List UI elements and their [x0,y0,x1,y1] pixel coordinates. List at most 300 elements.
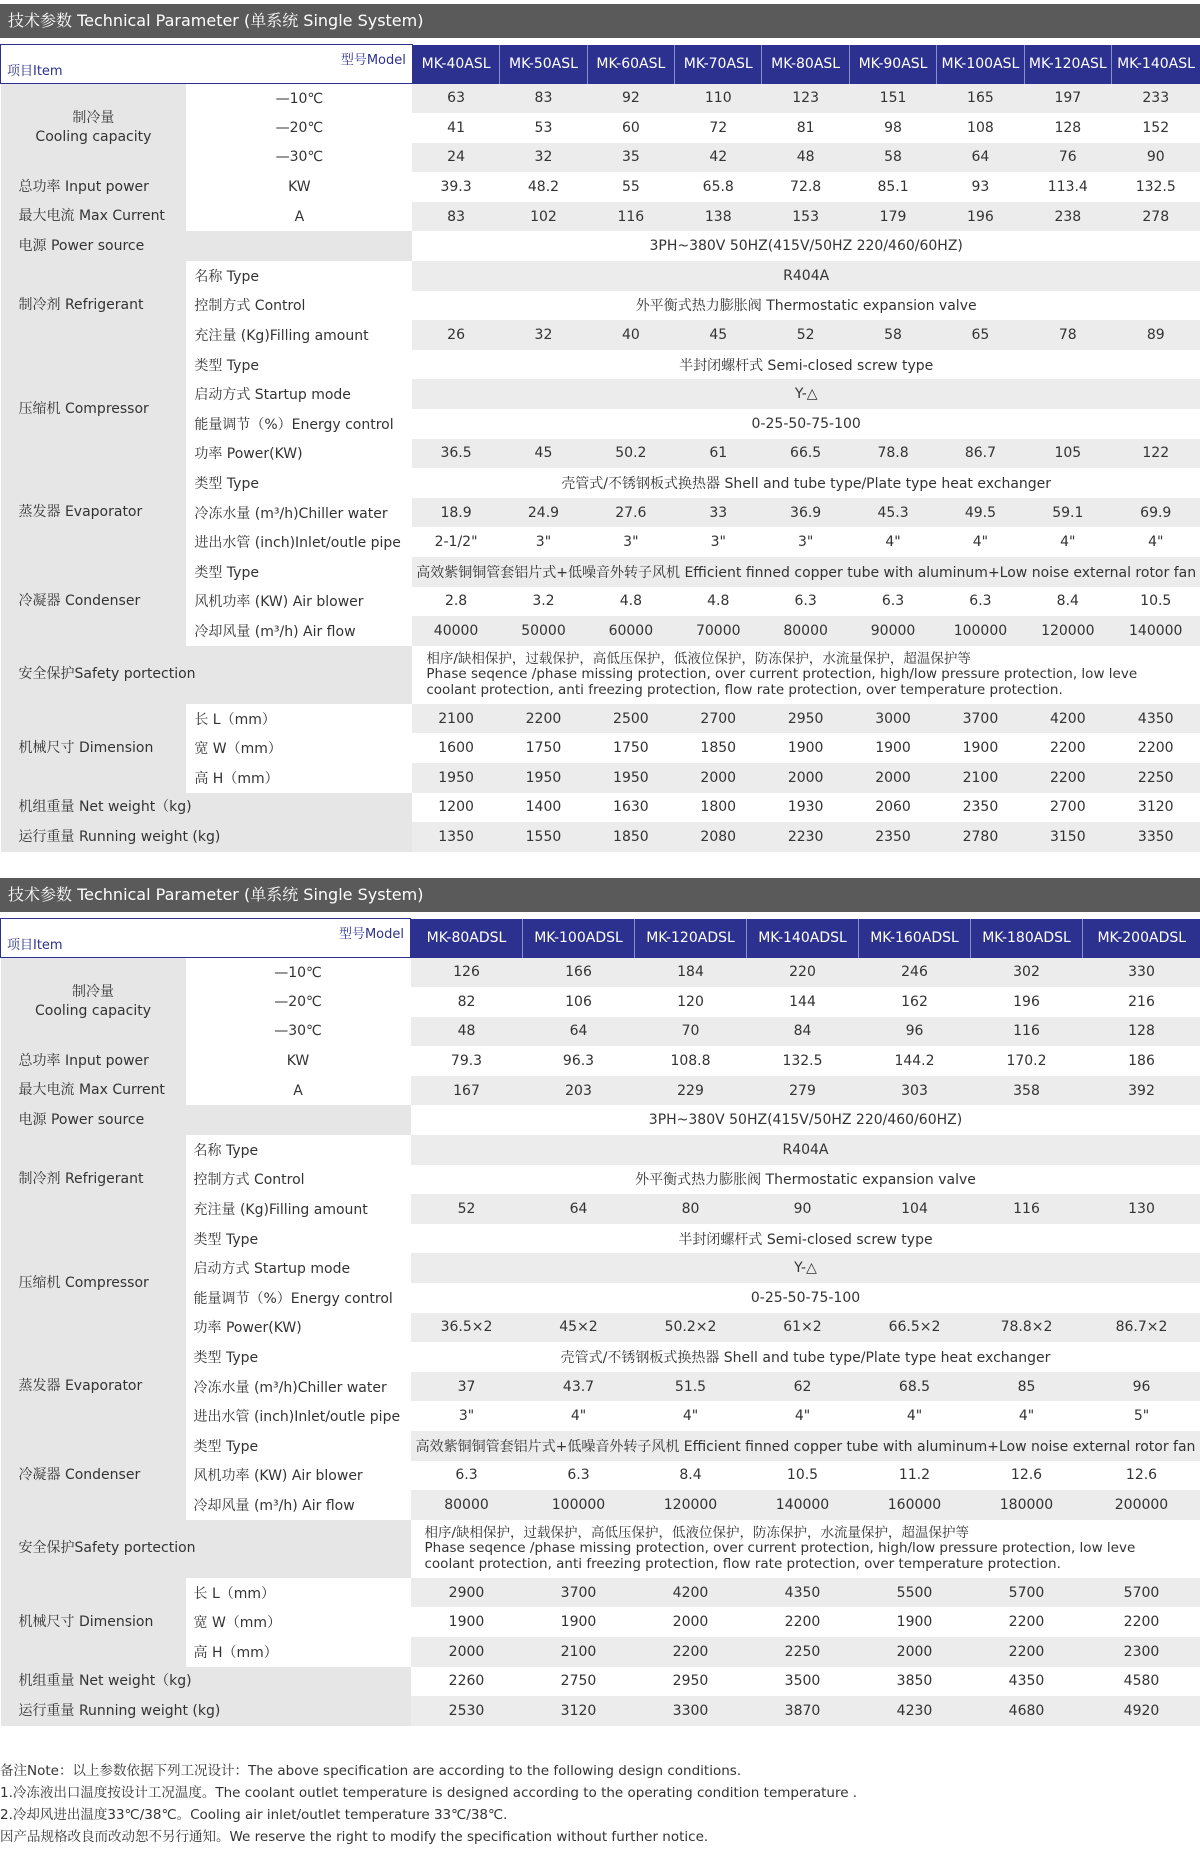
value-cell: 2530 [411,1696,523,1726]
compressor-type-value: 半封闭螺杆式 Semi-closed screw type [412,350,1200,380]
safety-line: coolant protection, anti freezing protection, flow rate protection, over temperature protection. [426,681,1063,698]
compressor-type-value: 半封闭螺杆式 Semi-closed screw type [411,1224,1200,1254]
refrigerant-type-value: R404A [411,1135,1200,1165]
model-name: MK-180ADSL [971,919,1083,958]
cooling-label-line: Cooling capacity [35,1003,151,1020]
value-cell: 2200 [500,704,587,734]
value-cell: 160000 [859,1490,971,1520]
refrigerant-label: 制冷剂 Refrigerant [1,1135,186,1224]
running-weight-label: 运行重量 Running weight (kg) [1,1696,411,1726]
value-cell: 2350 [937,793,1024,823]
value-cell: 2.8 [412,587,499,617]
value-cell: 2200 [747,1607,859,1637]
refrigerant-control-value: 外平衡式热力膨胀阀 Thermostatic expansion valve [412,291,1200,321]
value-cell: 6.3 [849,587,936,617]
value-cell: 1400 [500,793,587,823]
value-cell: 52 [411,1194,523,1224]
value-cell: 106 [523,987,635,1017]
value-cell: 1950 [412,763,499,793]
value-cell: 59.1 [1024,498,1111,528]
value-cell: 68.5 [859,1372,971,1402]
refrigerant-type-label: 名称 Type [186,1135,411,1165]
model-name: MK-80ASL [762,45,849,84]
net-weight-row [1,793,1200,823]
value-cell: 36.5 [412,439,499,469]
note-line: 1.冷冻液出口温度按设计工况温度。The coolant outlet temperature is designed according to the operating condition temperature . [0,1785,858,1801]
value-cell: 128 [1024,113,1111,143]
model-name: MK-40ASL [412,45,499,84]
value-cell: 3850 [859,1667,971,1697]
model-name: MK-50ASL [500,45,587,84]
refrigerant-control-value: 外平衡式热力膨胀阀 Thermostatic expansion valve [411,1165,1200,1195]
model-name: MK-100ADSL [523,919,635,958]
condenser-type-value: 高效紫铜铜管套铝片式+低噪音外转子风机 Efficient finned copper tube with aluminum+Low noise external rotor fan [412,557,1200,587]
safety-line: coolant protection, anti freezing protection, flow rate protection, over temperature protection. [424,1555,1061,1572]
condenser-type-row [1,1431,1200,1461]
value-cell: 3.2 [500,587,587,617]
value-cell: 130 [1083,1194,1200,1224]
value-cell: 40 [587,320,674,350]
dimension-label: 机械尺寸 Dimension [1,1578,186,1667]
value-cell: 1350 [412,822,499,852]
value-cell: 138 [675,202,762,232]
value-cell: 32 [500,320,587,350]
value-cell: 80000 [762,616,849,646]
compressor-type-label: 类型 Type [186,350,412,380]
value-cell: 110 [675,84,762,114]
value-cell: 3300 [635,1696,747,1726]
power-source-value: 3PH~380V 50HZ(415V/50HZ 220/460/60HZ) [412,231,1200,261]
section-title: 技术参数 Technical Parameter (单系统 Single System) [0,4,1200,38]
condenser-type-label: 类型 Type [186,1431,411,1461]
value-cell: 90 [747,1194,859,1224]
value-cell: 60000 [587,616,674,646]
value-cell: 85 [971,1372,1083,1402]
value-cell: 144.2 [859,1046,971,1076]
value-cell: 64 [523,1017,635,1047]
value-cell: 37 [411,1372,523,1402]
value-cell: 2200 [971,1607,1083,1637]
value-cell: 2700 [675,704,762,734]
value-cell: 4350 [1112,704,1200,734]
section-title: 技术参数 Technical Parameter (单系统 Single System) [0,878,1200,912]
note-line: 备注Note：以上参数依据下列工况设计：The above specification are according to the following design conditions. [0,1763,742,1779]
value-cell: 4" [937,527,1024,557]
value-cell: 167 [411,1076,523,1106]
compressor-label: 压缩机 Compressor [1,350,187,468]
value-cell: 238 [1024,202,1111,232]
evaporator-label: 蒸发器 Evaporator [1,1342,186,1431]
value-cell: 200000 [1083,1490,1200,1520]
temperature-label: —20℃ [186,113,412,143]
value-cell: 126 [411,958,523,988]
refrigerant-type-row [1,261,1200,291]
value-cell: 64 [937,143,1024,173]
value-cell: 80 [635,1194,747,1224]
startup-mode-label: 启动方式 Startup mode [186,1253,411,1283]
value-cell: 1750 [500,733,587,763]
value-cell: 166 [523,958,635,988]
value-cell: 48 [411,1017,523,1047]
value-cell: 1750 [587,733,674,763]
value-cell: 3150 [1024,822,1111,852]
compressor-power-label: 功率 Power(KW) [186,439,412,469]
value-cell: 45.3 [849,498,936,528]
value-cell: 3" [762,527,849,557]
value-cell: 4" [849,527,936,557]
startup-mode-value: Y-△ [412,379,1200,409]
safety-line: Phase seqence /phase missing protection, over current protection, high/low pressure protection, low leve [424,1540,1136,1557]
value-cell: 45 [675,320,762,350]
value-cell: 61 [675,439,762,469]
value-cell: 5500 [859,1578,971,1608]
value-cell: 246 [859,958,971,988]
net-weight-row [1,1667,1200,1697]
value-cell: 55 [587,172,674,202]
value-cell: 48 [762,143,849,173]
value-cell: 2000 [762,763,849,793]
value-cell: 45 [500,439,587,469]
condenser-type-row [1,557,1200,587]
cooling-label-line: 制冷量 [72,984,114,1001]
header-corner [1,45,413,84]
value-cell: 4.8 [587,587,674,617]
safety-line: 相序/缺相保护，过载保护，高低压保护，低液位保护，防冻保护，水流量保护，超温保护等 [424,1524,970,1541]
value-cell: 1200 [412,793,499,823]
evaporator-type-row [1,468,1200,498]
model-name: MK-140ASL [1112,45,1200,84]
value-cell: 2200 [1024,733,1111,763]
running-weight-label: 运行重量 Running weight (kg) [1,822,413,852]
value-cell: 233 [1112,84,1200,114]
value-cell: 4" [859,1401,971,1431]
net-weight-label: 机组重量 Net weight（kg) [1,793,413,823]
value-cell: 120 [635,987,747,1017]
dimension-label: 机械尺寸 Dimension [1,704,187,793]
value-cell: 4920 [1083,1696,1200,1726]
compressor-type-row [1,350,1200,380]
model-name: MK-70ASL [675,45,762,84]
value-cell: 2200 [971,1637,1083,1667]
value-cell: 10.5 [1112,587,1200,617]
value-cell: 96.3 [523,1046,635,1076]
dimension-sub-label: 宽 W（mm） [186,1607,411,1637]
value-cell: 48.2 [500,172,587,202]
value-cell: 8.4 [635,1461,747,1491]
value-cell: 11.2 [859,1461,971,1491]
value-cell: 2260 [411,1667,523,1697]
dimension-sub-label: 高 H（mm） [186,763,412,793]
value-cell: 2950 [762,704,849,734]
value-cell: 1930 [762,793,849,823]
safety-label: 安全保护Safety portection [1,1520,411,1578]
dimension-sub-label: 长 L（mm） [186,1578,411,1608]
value-cell: 3500 [747,1667,859,1697]
value-cell: 72.8 [762,172,849,202]
safety-row [1,1520,1200,1578]
value-cell: 123 [762,84,849,114]
value-cell: 33 [675,498,762,528]
running-weight-row [1,822,1200,852]
value-cell: 5" [1083,1401,1200,1431]
value-cell: 52 [762,320,849,350]
value-cell: 4" [1024,527,1111,557]
value-cell: 4" [523,1401,635,1431]
value-cell: 2000 [635,1607,747,1637]
air-blower-label: 风机功率 (KW) Air blower [186,587,412,617]
value-cell: 2230 [762,822,849,852]
value-cell: 66.5 [762,439,849,469]
startup-mode-value: Y-△ [411,1253,1200,1283]
evaporator-type-row [1,1342,1200,1372]
value-cell: 128 [1083,1017,1200,1047]
dimension-sub-label: 宽 W（mm） [186,733,412,763]
safety-row [1,646,1200,704]
value-cell: 45×2 [523,1313,635,1343]
value-cell: 116 [971,1017,1083,1047]
condenser-label: 冷凝器 Condenser [1,1431,186,1520]
value-cell: 2350 [849,822,936,852]
model-header-row [1,919,1200,958]
value-cell: 116 [971,1194,1083,1224]
value-cell: 96 [859,1017,971,1047]
value-cell: 2500 [587,704,674,734]
value-cell: 1950 [500,763,587,793]
value-cell: 186 [1083,1046,1200,1076]
value-cell: 27.6 [587,498,674,528]
corner-item-label: 项目Item [7,938,63,953]
running-weight-row [1,1696,1200,1726]
evaporator-type-label: 类型 Type [186,1342,411,1372]
value-cell: 60 [587,113,674,143]
value-cell: 81 [762,113,849,143]
value-cell: 3700 [523,1578,635,1608]
value-cell: 4580 [1083,1667,1200,1697]
value-cell: 4350 [747,1578,859,1608]
value-cell: 1900 [523,1607,635,1637]
value-cell: 303 [859,1076,971,1106]
value-cell: 140000 [1112,616,1200,646]
value-cell: 83 [412,202,499,232]
value-cell: 120000 [1024,616,1111,646]
max-current-label: 最大电流 Max Current [1,1076,186,1106]
value-cell: 43.7 [523,1372,635,1402]
air-flow-label: 冷却风量 (m³/h) Air flow [186,616,412,646]
pipe-label: 进出水管 (inch)Inlet/outle pipe [186,527,412,557]
cooling-row [1,84,1200,114]
energy-control-label: 能量调节（%）Energy control [186,409,412,439]
cooling-row [1,958,1200,988]
note-line: 2.冷却风进出温度33℃/38℃。Cooling air inlet/outlet temperature 33℃/38℃. [0,1807,508,1823]
unit-label: A [186,202,412,232]
value-cell: 93 [937,172,1024,202]
value-cell: 3120 [523,1696,635,1726]
value-cell: 65.8 [675,172,762,202]
value-cell: 82 [411,987,523,1017]
model-header-row [1,45,1200,84]
cooling-label-line: 制冷量 [72,110,115,127]
value-cell: 26 [412,320,499,350]
compressor-type-row [1,1224,1200,1254]
model-name: MK-140ADSL [747,919,859,958]
value-cell: 5700 [971,1578,1083,1608]
value-cell: 1950 [587,763,674,793]
evaporator-type-value: 壳管式/不锈钢板式换热器 Shell and tube type/Plate type heat exchanger [411,1342,1200,1372]
corner-model-label: 型号Model [338,927,404,942]
value-cell: 40000 [412,616,499,646]
value-cell: 50000 [500,616,587,646]
safety-line: Phase seqence /phase missing protection, over current protection, high/low pressure protection, low leve [426,666,1138,683]
model-name: MK-100ASL [937,45,1024,84]
max-current-row [1,1076,1200,1106]
condenser-type-value: 高效紫铜铜管套铝片式+低噪音外转子风机 Efficient finned copper tube with aluminum+Low noise external rotor fan [411,1431,1200,1461]
temperature-label: —20℃ [186,987,411,1017]
value-cell: 18.9 [412,498,499,528]
safety-line: 相序/缺相保护，过载保护，高低压保护，低液位保护，防冻保护，水流量保护，超温保护等 [426,650,971,667]
value-cell: 170.2 [971,1046,1083,1076]
value-cell: 196 [971,987,1083,1017]
value-cell: 12.6 [971,1461,1083,1491]
dimension-row [1,704,1200,734]
model-name: MK-120ADSL [635,919,747,958]
value-cell: 3700 [937,704,1024,734]
value-cell: 53 [500,113,587,143]
value-cell: 2000 [859,1637,971,1667]
value-cell: 58 [849,320,936,350]
input-power-label: 总功率 Input power [1,172,187,202]
power-source-label: 电源 Power source [1,1105,411,1135]
cooling-capacity-label [1,84,187,173]
value-cell: 90 [1112,143,1200,173]
value-cell: 116 [587,202,674,232]
max-current-label: 最大电流 Max Current [1,202,187,232]
safety-label: 安全保护Safety portection [1,646,413,704]
value-cell: 76 [1024,143,1111,173]
chiller-water-label: 冷冻水量 (m³/h)Chiller water [186,498,412,528]
filling-amount-label: 充注量 (Kg)Filling amount [186,1194,411,1224]
value-cell: 36.5×2 [411,1313,523,1343]
value-cell: 3870 [747,1696,859,1726]
value-cell: 4" [1112,527,1200,557]
value-cell: 100000 [523,1490,635,1520]
temperature-label: —10℃ [186,84,412,114]
value-cell: 2000 [411,1637,523,1667]
value-cell: 58 [849,143,936,173]
value-cell: 41 [412,113,499,143]
model-name: MK-90ASL [849,45,936,84]
value-cell: 6.3 [523,1461,635,1491]
notes [0,1760,1200,1848]
value-cell: 5700 [1083,1578,1200,1608]
value-cell: 32 [500,143,587,173]
value-cell: 85.1 [849,172,936,202]
input-power-label: 总功率 Input power [1,1046,186,1076]
value-cell: 278 [1112,202,1200,232]
value-cell: 2060 [849,793,936,823]
compressor-label: 压缩机 Compressor [1,1224,186,1342]
value-cell: 197 [1024,84,1111,114]
value-cell: 330 [1083,958,1200,988]
value-cell: 39.3 [412,172,499,202]
spec-table [0,918,1200,1726]
value-cell: 84 [747,1017,859,1047]
value-cell: 65 [937,320,1024,350]
value-cell: 2300 [1083,1637,1200,1667]
value-cell: 2750 [523,1667,635,1697]
value-cell: 229 [635,1076,747,1106]
value-cell: 35 [587,143,674,173]
value-cell: 100000 [937,616,1024,646]
value-cell: 42 [675,143,762,173]
value-cell: 122 [1112,439,1200,469]
spec-section-2 [0,878,1200,1726]
value-cell: 165 [937,84,1024,114]
pipe-label: 进出水管 (inch)Inlet/outle pipe [186,1401,411,1431]
net-weight-label: 机组重量 Net weight（kg) [1,1667,411,1697]
value-cell: 152 [1112,113,1200,143]
value-cell: 4" [747,1401,859,1431]
value-cell: 4200 [1024,704,1111,734]
dimension-row [1,1578,1200,1608]
energy-control-value: 0-25-50-75-100 [411,1283,1200,1313]
value-cell: 180000 [971,1490,1083,1520]
value-cell: 8.4 [1024,587,1111,617]
value-cell: 2100 [937,763,1024,793]
refrigerant-control-label: 控制方式 Control [186,1165,411,1195]
value-cell: 120000 [635,1490,747,1520]
refrigerant-control-label: 控制方式 Control [186,291,412,321]
value-cell: 4" [635,1401,747,1431]
value-cell: 62 [747,1372,859,1402]
value-cell: 89 [1112,320,1200,350]
model-name: MK-200ADSL [1083,919,1200,958]
power-source-label: 电源 Power source [1,231,413,261]
value-cell: 80000 [411,1490,523,1520]
cooling-label-line: Cooling capacity [35,129,152,146]
value-cell: 3350 [1112,822,1200,852]
value-cell: 220 [747,958,859,988]
value-cell: 216 [1083,987,1200,1017]
refrigerant-label: 制冷剂 Refrigerant [1,261,187,350]
value-cell: 3" [675,527,762,557]
value-cell: 113.4 [1024,172,1111,202]
model-name: MK-160ADSL [859,919,971,958]
evaporator-type-value: 壳管式/不锈钢板式换热器 Shell and tube type/Plate type heat exchanger [412,468,1200,498]
value-cell: 108 [937,113,1024,143]
max-current-row [1,202,1200,232]
note-line: 因产品规格改良而改动恕不另行通知。We reserve the right to modify the specification without further notice. [0,1829,709,1845]
value-cell: 2100 [523,1637,635,1667]
value-cell: 2200 [635,1637,747,1667]
value-cell: 302 [971,958,1083,988]
value-cell: 86.7×2 [1083,1313,1200,1343]
value-cell: 6.3 [937,587,1024,617]
value-cell: 2-1/2" [412,527,499,557]
safety-value [411,1520,1200,1578]
value-cell: 2000 [675,763,762,793]
air-flow-label: 冷却风量 (m³/h) Air flow [186,1490,411,1520]
input-power-row [1,172,1200,202]
value-cell: 1850 [675,733,762,763]
value-cell: 2950 [635,1667,747,1697]
unit-label: A [186,1076,411,1106]
dimension-sub-label: 长 L（mm） [186,704,412,734]
value-cell: 69.9 [1112,498,1200,528]
value-cell: 70 [635,1017,747,1047]
value-cell: 92 [587,84,674,114]
value-cell: 1900 [411,1607,523,1637]
startup-mode-label: 启动方式 Startup mode [186,379,412,409]
